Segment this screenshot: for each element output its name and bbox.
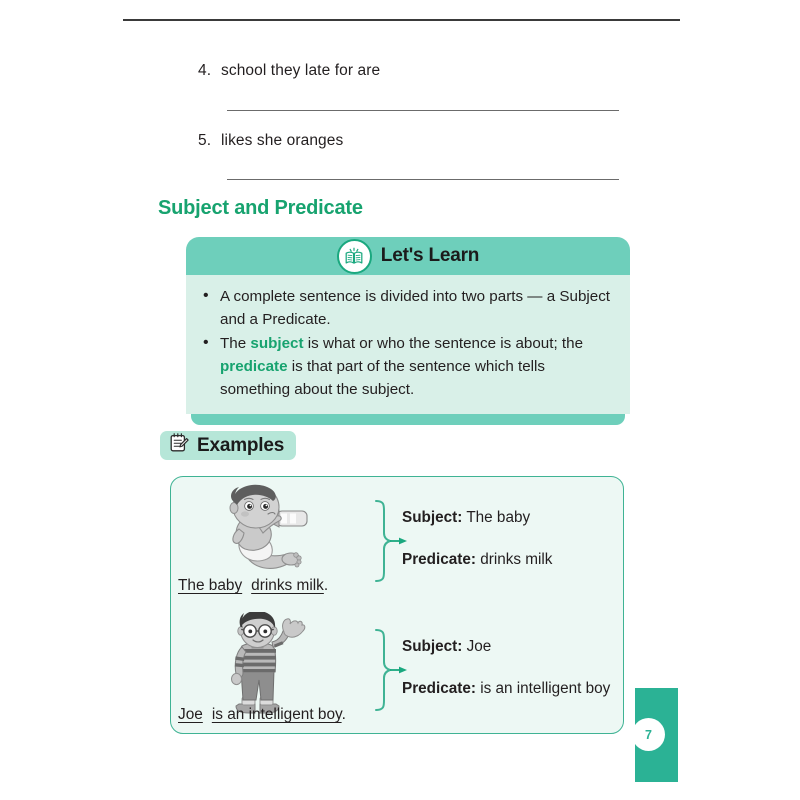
sentence-punctuation: . (341, 706, 346, 723)
predicate-label: Predicate: (402, 551, 476, 568)
open-book-icon (337, 239, 372, 274)
keyword-subject: subject (250, 335, 304, 353)
examples-header-pill (160, 431, 296, 460)
lets-learn-card (186, 237, 630, 425)
example-labels (402, 638, 610, 722)
subject-line (402, 509, 552, 527)
predicate-line (402, 551, 552, 569)
page-number: 7 (645, 727, 652, 742)
predicate-line (402, 680, 610, 698)
examples-label: Examples (197, 434, 285, 456)
examples-box (170, 476, 624, 734)
sentence-subject: The baby (178, 577, 243, 594)
example-labels (402, 509, 552, 593)
notepad-pencil-icon (168, 432, 190, 459)
example-sentence (178, 577, 328, 595)
sentence-predicate: drinks milk (251, 577, 324, 594)
bullet-text: is that part of the sentence which tells something about the subject. (220, 358, 546, 399)
predicate-value: is an intelligent boy (480, 680, 611, 697)
exercise-text: likes she oranges (221, 132, 344, 149)
lets-learn-title: Let's Learn (380, 245, 480, 266)
section-heading: Subject and Predicate (158, 197, 363, 219)
example-sentence (178, 706, 346, 724)
sentence-predicate: is an intelligent boy (211, 706, 342, 723)
keyword-predicate: predicate (220, 358, 288, 376)
exercise-item-5 (198, 132, 343, 150)
exercise-item-4 (198, 62, 380, 80)
baby-drinking-bottle-image (211, 483, 321, 588)
subject-value: The baby (466, 509, 531, 526)
bullet-text: The (220, 335, 251, 353)
lets-learn-body (186, 275, 630, 414)
lets-learn-header (186, 237, 630, 275)
exercise-number: 5. (198, 132, 212, 149)
list-item (200, 332, 616, 401)
lets-learn-bullet-list (200, 285, 616, 401)
example-row (171, 477, 623, 606)
sentence-subject: Joe (178, 706, 203, 723)
page-number-badge (632, 718, 665, 751)
subject-label: Subject: (402, 509, 463, 526)
predicate-value: drinks milk (480, 551, 553, 568)
answer-line-5[interactable] (227, 179, 619, 180)
exercise-number: 4. (198, 62, 212, 79)
subject-value: Joe (466, 638, 492, 655)
predicate-label: Predicate: (402, 680, 476, 697)
sentence-punctuation: . (323, 577, 329, 594)
subject-line (402, 638, 610, 656)
exercise-text: school they late for are (221, 62, 381, 79)
answer-line-4[interactable] (227, 110, 619, 111)
subject-label: Subject: (402, 638, 463, 655)
bullet-text: A complete sentence is divided into two parts — a Subject and a Predicate. (220, 288, 611, 329)
list-item (200, 285, 616, 331)
bullet-text: is what or who the sentence is about; the (303, 335, 584, 353)
header-divider (123, 19, 680, 21)
example-row (171, 606, 623, 735)
lets-learn-footer-bar (191, 414, 625, 425)
